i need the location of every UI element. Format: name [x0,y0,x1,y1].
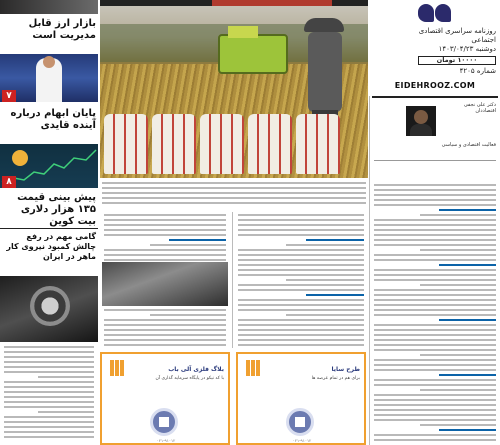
issue-date: دوشنبه ۱۴۰۳/۰۴/۲۳ [438,45,496,53]
site-url[interactable]: EIDEHROOZ.COM [394,81,476,90]
ad-footer: ۰۲۱-۹۱۰۱۲ [156,438,176,443]
text-line [238,269,364,271]
sidebar-page-badge-2: ۷ [2,90,16,102]
text-line [374,309,496,311]
text-line [374,259,496,261]
text-line [150,314,226,316]
text-line [4,416,94,418]
text-line [374,344,496,346]
author-divider [374,160,496,161]
text-line [420,249,496,251]
masthead [368,0,500,95]
text-line [104,329,226,331]
text-line [102,182,366,184]
author-photo [406,106,436,136]
text-line [238,324,364,326]
brand-mark-icon [110,360,124,376]
sidebar-divider [0,228,98,229]
text-line [286,314,364,316]
text-line [374,419,496,421]
lead-paragraph [100,180,368,210]
text-line [374,314,496,316]
text-line [238,229,364,231]
text-line [238,344,364,346]
text-line [4,361,94,363]
text-line [238,339,364,341]
text-line [104,259,226,261]
text-line [4,366,94,368]
text-line [4,391,94,393]
column-divider-right [369,96,370,445]
text-line [374,369,496,371]
text-line [374,359,496,361]
text-line [420,284,496,286]
sidebar-headline-2[interactable]: پایان ابهام درباره آینده قایدی [10,108,96,131]
text-line [104,344,226,346]
text-line [374,329,496,331]
text-line [4,436,94,438]
text-line [4,346,94,348]
text-line [104,324,226,326]
sidebar-photo-top [0,0,98,14]
text-line [374,439,496,441]
text-line [104,254,226,256]
author-info [426,102,496,114]
author-name: دکتر علی نجفی [463,102,496,108]
text-line [4,386,94,388]
text-line [104,234,226,236]
text-line [420,424,496,426]
text-line [4,426,94,428]
text-line [420,354,496,356]
text-line [374,349,496,351]
text-line [374,274,496,276]
sidebar-headline-1[interactable]: بازار ارز قابل مدیریت است [28,18,96,41]
text-line [374,184,496,186]
article-column-middle [236,212,366,348]
text-line [4,396,94,398]
text-line [104,219,226,221]
text-line [374,304,496,306]
text-line [4,401,94,403]
text-line [238,334,364,336]
sidebar-body-text [2,344,96,444]
text-line [374,334,496,336]
sidebar-headline-4[interactable]: گامی مهم در رفع چالش کمبود نیروی کار ماهر در ایران [6,232,96,261]
text-line [374,399,496,401]
text-line [102,187,366,189]
text-line [374,289,496,291]
text-line [4,381,94,383]
ad-footer: ۰۲۱-۹۱۰۱۲ [292,438,312,443]
ad-title: طرح سایا [331,366,360,373]
text-line [374,199,496,201]
text-line [374,189,496,191]
article-inline-photo [102,262,228,306]
column-divider [232,212,233,348]
text-line [4,421,94,423]
text-line [4,431,94,433]
text-line [374,244,496,246]
text-line [374,324,496,326]
text-line [238,254,364,256]
text-line [4,371,94,373]
qr-code-icon[interactable] [286,408,314,436]
author-box [372,96,498,178]
text-line [374,364,496,366]
text-line [4,351,94,353]
text-line [238,304,364,306]
text-line [374,279,496,281]
text-line [238,224,364,226]
ad-subtitle: برای هم در تمام عرصه ها [311,376,360,381]
text-line [104,229,226,231]
text-line [4,406,94,408]
text-line [374,404,496,406]
text-line [374,204,496,206]
text-line [286,279,364,281]
text-line [374,434,496,436]
text-line [374,339,496,341]
text-line [374,219,496,221]
article-column-right [372,182,498,445]
text-line [420,214,496,216]
text-line [374,379,496,381]
hero-photo [100,6,368,178]
tagline-text: روزنامه سراسری اقتصادی اجتماعی [418,27,496,44]
text-line [439,319,496,321]
qr-code-icon[interactable] [150,408,178,436]
author-role: اقتصاددان [475,108,496,114]
text-line [374,409,496,411]
text-line [374,294,496,296]
text-line [306,239,365,241]
ad-subtitle: با کد نیکو در پایگاه سرمایه گذاری آن [155,376,224,381]
text-line [238,284,364,286]
text-line [439,429,496,431]
text-line [439,209,496,211]
text-line [374,394,496,396]
sidebar-headline-3[interactable]: پیش بینی قیمت ۱۳۵ هزار دلاری بیت کوین [17,192,96,227]
text-line [104,339,226,341]
text-line [238,264,364,266]
text-line [102,192,366,194]
text-line [104,214,226,216]
text-line [238,214,364,216]
text-line [238,299,364,301]
text-line [104,319,226,321]
rice-sacks [100,114,368,178]
ad-title: بلاگ فلزی آلی باب [168,366,224,373]
text-line [4,356,94,358]
sidebar [0,0,98,445]
text-line [374,229,496,231]
masthead-tagline [406,27,496,54]
text-line [38,411,94,413]
text-line [169,239,226,241]
text-line [374,414,496,416]
text-line [238,319,364,321]
advertisement-left[interactable] [100,352,230,445]
text-line [374,269,496,271]
issue-number: شماره ۴۲۰۵ [459,67,496,75]
text-line [238,259,364,261]
text-line [104,309,226,311]
text-line [439,264,496,266]
text-line [374,224,496,226]
brand-mark-icon [246,360,260,376]
newspaper-logo-icon [418,2,452,24]
text-line [150,244,226,246]
sidebar-photo-worker [0,276,98,342]
text-line [374,239,496,241]
advertisement-right[interactable] [236,352,366,445]
text-line [420,389,496,391]
text-line [102,197,366,199]
text-line [102,202,366,204]
text-line [104,224,226,226]
text-line [286,244,364,246]
text-line [374,234,496,236]
text-line [238,234,364,236]
sidebar-page-badge-3: ۸ [2,176,16,188]
text-line [374,194,496,196]
text-line [439,374,496,376]
text-line [38,376,94,378]
text-line [306,294,365,296]
author-note: فعالیت اقتصادی و سیاسی [441,142,496,148]
text-line [238,289,364,291]
text-line [104,249,226,251]
text-line [238,329,364,331]
text-line [238,219,364,221]
text-line [238,249,364,251]
price-box: ۱۰۰۰۰ تومان [418,56,496,65]
text-line [374,254,496,256]
text-line [374,299,496,301]
text-line [238,274,364,276]
harvester-image [218,34,288,74]
text-line [238,309,364,311]
text-line [104,334,226,336]
text-line [374,384,496,386]
